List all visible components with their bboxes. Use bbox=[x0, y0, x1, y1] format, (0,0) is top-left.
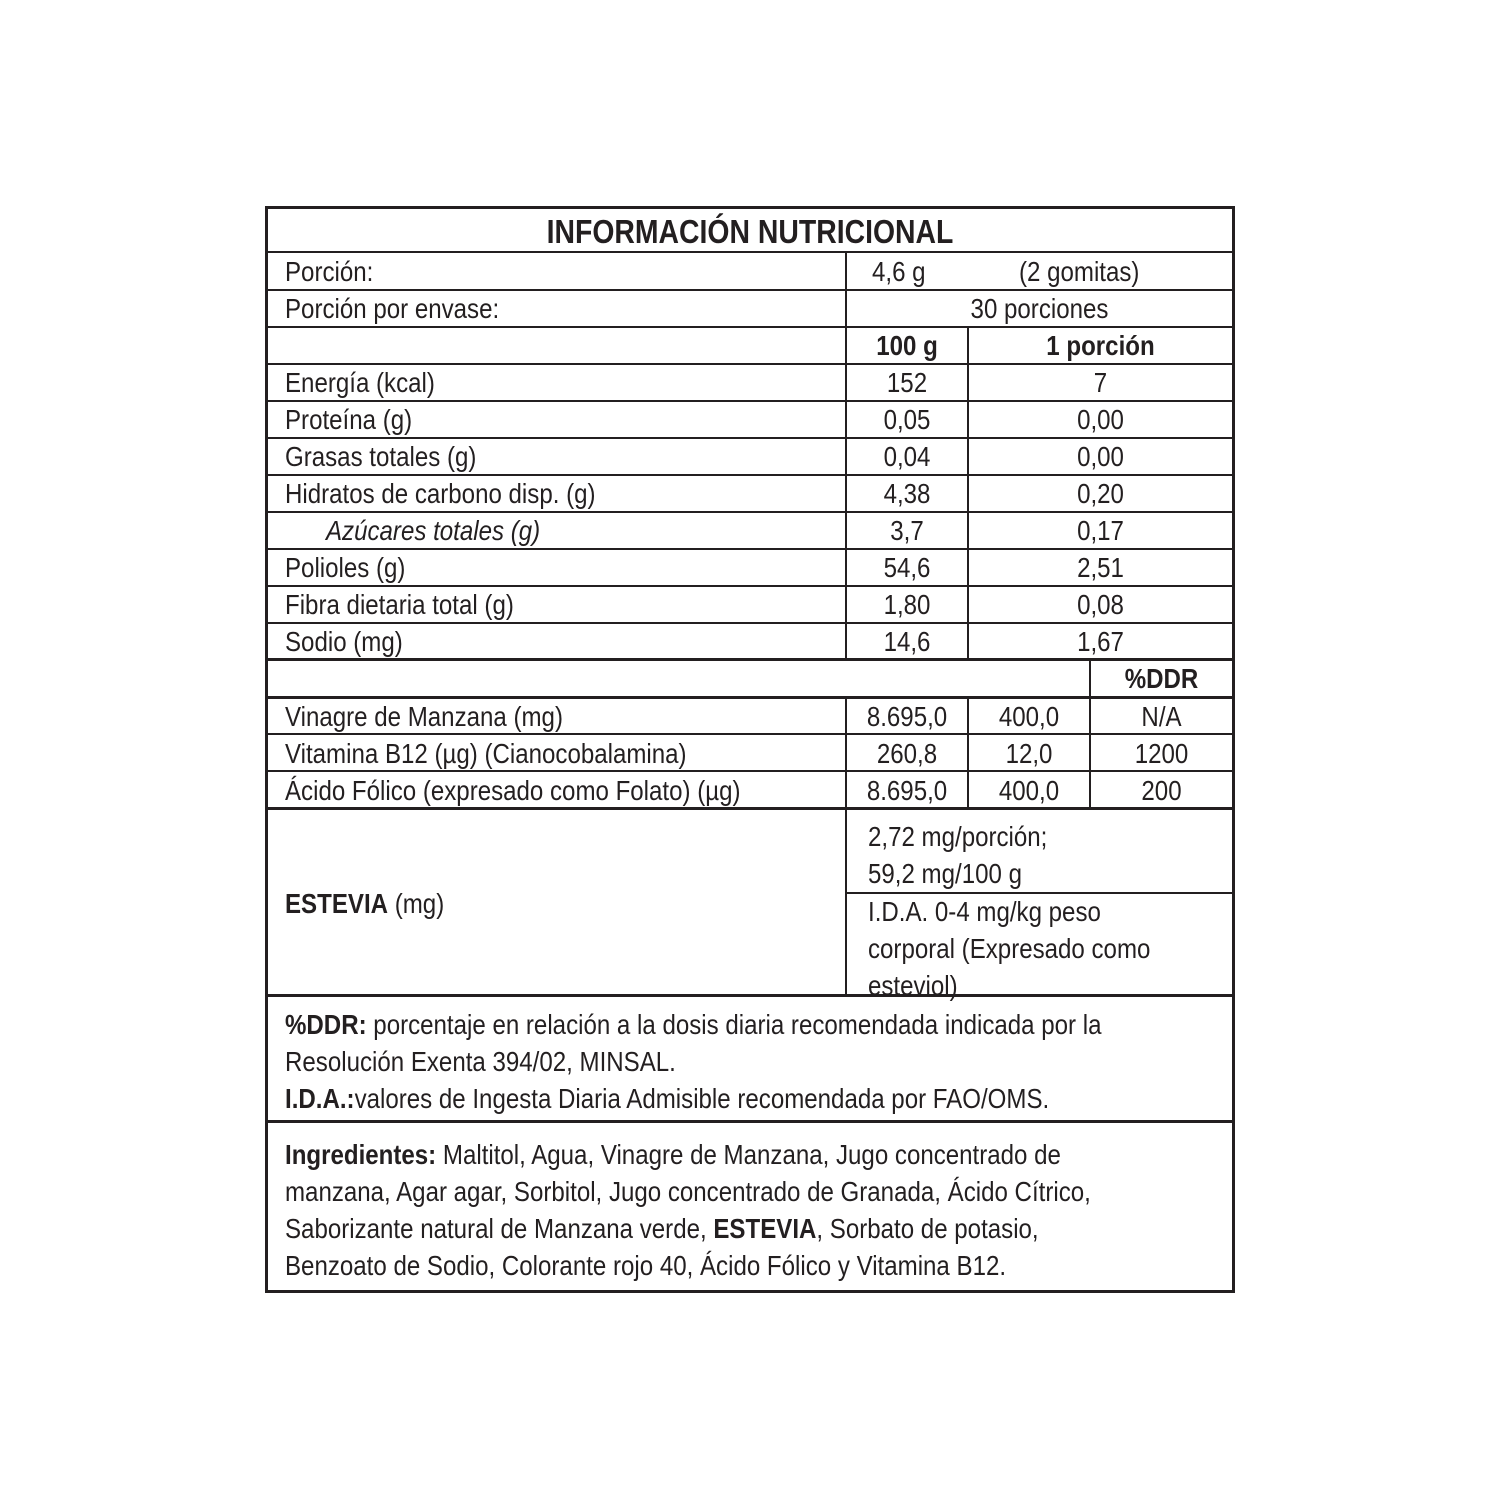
serving-pieces: (2 gomitas) bbox=[1019, 256, 1140, 287]
servings-per-package-label: Porción por envase: bbox=[285, 293, 500, 324]
nutrient-per100: 0,04 bbox=[883, 441, 931, 472]
ingredients-line: Benzoato de Sodio, Colorante rojo 40, Ácido Fólico y Vitamina B12. bbox=[285, 1250, 1007, 1281]
nutrient-per-serving: 2,51 bbox=[1077, 552, 1124, 583]
nutrient-per-serving: 0,20 bbox=[1077, 478, 1124, 509]
supplement-ddr: 1200 bbox=[1134, 738, 1189, 769]
nutrient-name: Polioles (g) bbox=[285, 552, 406, 583]
stevia-ida-line: esteviol) bbox=[868, 970, 958, 1001]
nutrient-name: Grasas totales (g) bbox=[285, 441, 477, 472]
nutrient-per-serving: 1,67 bbox=[1077, 626, 1124, 657]
nutrient-per100: 3,7 bbox=[890, 515, 924, 546]
supplement-per-serving: 400,0 bbox=[998, 701, 1060, 732]
ingredients-text: Saborizante natural de Manzana verde, bbox=[285, 1213, 714, 1244]
nutrient-name: Fibra dietaria total (g) bbox=[285, 589, 514, 620]
stevia-amount-line: 2,72 mg/porción; bbox=[868, 821, 1048, 852]
ingredients bbox=[285, 1136, 1091, 1284]
vrule-ddr bbox=[1089, 661, 1091, 810]
ingredients-line bbox=[285, 1136, 1091, 1173]
nutrient-name: Sodio (mg) bbox=[285, 626, 403, 657]
stevia-label-unit: (mg) bbox=[388, 888, 445, 919]
nutrient-per100: 152 bbox=[886, 367, 928, 398]
footnote-ida-term: I.D.A.: bbox=[285, 1083, 355, 1114]
nutrition-facts-panel bbox=[265, 206, 1235, 1293]
column-header-serving: 1 porción bbox=[1046, 330, 1155, 361]
nutrient-name: Proteína (g) bbox=[285, 404, 413, 435]
stevia-label bbox=[285, 885, 444, 922]
footnote-ddr-line-2: Resolución Exenta 394/02, MINSAL. bbox=[285, 1046, 676, 1077]
nutrient-per-serving: 0,00 bbox=[1077, 441, 1124, 472]
column-header-ddr: %DDR bbox=[1124, 663, 1199, 694]
supplement-ddr: N/A bbox=[1141, 701, 1182, 732]
stevia-label-bold: ESTEVIA bbox=[285, 888, 389, 919]
footnotes bbox=[285, 1006, 1102, 1117]
servings-per-package-value: 30 porciones bbox=[970, 293, 1109, 324]
supplement-per100: 260,8 bbox=[876, 738, 938, 769]
footnote-ddr-term: %DDR: bbox=[285, 1009, 367, 1040]
column-header-100g: 100 g bbox=[876, 330, 938, 361]
nutrient-per-serving: 0,08 bbox=[1077, 589, 1124, 620]
serving-amount: 4,6 g bbox=[872, 256, 926, 287]
footnote-ddr-text: porcentaje en relación a la dosis diaria recomendada indicada por la bbox=[366, 1009, 1102, 1040]
supplement-per-serving: 12,0 bbox=[1005, 738, 1053, 769]
supplement-per100: 8.695,0 bbox=[866, 701, 948, 732]
footnote-ida-line bbox=[285, 1080, 1102, 1117]
footnote-ddr-line bbox=[285, 1006, 1102, 1043]
nutrient-per-serving: 0,00 bbox=[1077, 404, 1124, 435]
nutrient-per100: 0,05 bbox=[883, 404, 931, 435]
supplement-name: Vitamina B12 (µg) (Cianocobalamina) bbox=[285, 738, 687, 769]
stevia-ida-line: corporal (Expresado como bbox=[868, 933, 1151, 964]
supplement-ddr: 200 bbox=[1141, 775, 1182, 806]
vrule-main bbox=[845, 253, 847, 661]
nutrient-per-serving: 7 bbox=[1093, 367, 1108, 398]
supplement-per-serving: 400,0 bbox=[998, 775, 1060, 806]
supplement-per100: 8.695,0 bbox=[866, 775, 948, 806]
vrule-main-2 bbox=[845, 699, 847, 995]
nutrient-name: Energía (kcal) bbox=[285, 367, 435, 398]
stevia-ida bbox=[868, 893, 1150, 1004]
nutrient-per100: 4,38 bbox=[883, 478, 931, 509]
ingredients-label: Ingredientes: bbox=[285, 1139, 437, 1170]
nutrient-per100: 54,6 bbox=[883, 552, 931, 583]
ingredients-text: , Sorbato de potasio, bbox=[816, 1213, 1039, 1244]
panel-title: INFORMACIÓN NUTRICIONAL bbox=[546, 213, 954, 250]
supplement-name: Vinagre de Manzana (mg) bbox=[285, 701, 563, 732]
vrule-col2 bbox=[967, 328, 969, 661]
nutrient-name: Hidratos de carbono disp. (g) bbox=[285, 478, 596, 509]
nutrient-per100: 14,6 bbox=[883, 626, 931, 657]
ingredients-line: manzana, Agar agar, Sorbitol, Jugo concentrado de Granada, Ácido Cítrico, bbox=[285, 1176, 1091, 1207]
footnote-ida-text: valores de Ingesta Diaria Admisible recomendada por FAO/OMS. bbox=[354, 1083, 1050, 1114]
nutrient-per100: 1,80 bbox=[883, 589, 931, 620]
nutrient-name-sub: Azúcares totales (g) bbox=[326, 515, 541, 546]
stevia-amount bbox=[868, 818, 1047, 892]
serving-label: Porción: bbox=[285, 256, 374, 287]
ingredients-text: Maltitol, Agua, Vinagre de Manzana, Jugo concentrado de bbox=[436, 1139, 1061, 1170]
rule-notes-end bbox=[268, 1120, 1232, 1123]
nutrient-per-serving: 0,17 bbox=[1077, 515, 1124, 546]
ingredients-line bbox=[285, 1210, 1091, 1247]
supplement-name: Ácido Fólico (expresado como Folato) (µg) bbox=[285, 775, 741, 806]
vrule-col2-b bbox=[967, 699, 969, 810]
ingredients-highlight: ESTEVIA bbox=[713, 1213, 817, 1244]
stevia-ida-line: I.D.A. 0-4 mg/kg peso bbox=[868, 896, 1101, 927]
stevia-amount-line: 59,2 mg/100 g bbox=[868, 858, 1022, 889]
